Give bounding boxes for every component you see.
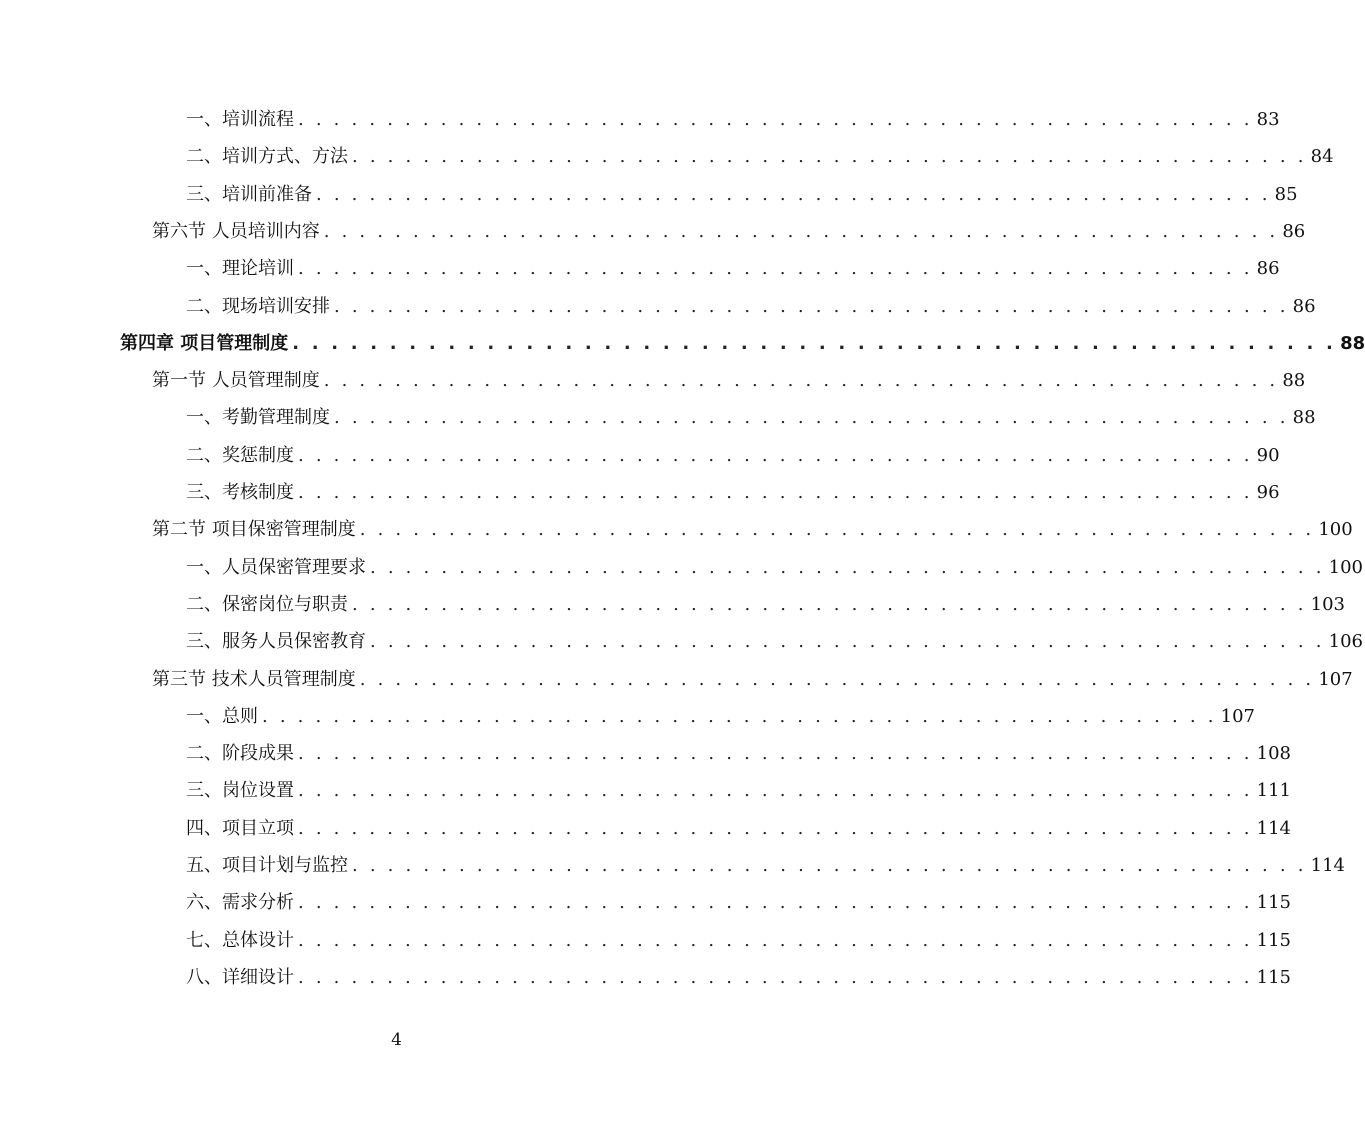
dot-leader: . . . . . . . . . . . . . . . . . . . . . . . . . . . . . . . . . . . . . . . . . . . . . . . . . . . . . . <box>323 220 1279 242</box>
dot-leader: . . . . . . . . . . . . . . . . . . . . . . . . . . . . . . . . . . . . . . . . . . . . . . . . . . . . . . <box>323 370 1279 392</box>
toc-entry[interactable] <box>186 922 1291 959</box>
toc-entry-page: 100 <box>1318 519 1353 541</box>
toc-entry[interactable] <box>186 884 1291 921</box>
toc-entry-title: 一、培训流程 <box>186 109 294 130</box>
toc-entry-title: 第二节 项目保密管理制度 <box>152 519 356 541</box>
toc-entry-title: 一、理论培训 <box>186 258 294 280</box>
toc-entry[interactable] <box>186 586 1345 623</box>
toc-entry[interactable] <box>186 101 1280 138</box>
toc-entry-title: 三、服务人员保密教育 <box>186 631 366 653</box>
toc-entry-title: 三、岗位设置 <box>186 780 294 802</box>
toc-entry-page: 86 <box>1292 295 1316 317</box>
toc-entry[interactable] <box>186 698 1255 735</box>
toc-entry-title: 第三节 技术人员管理制度 <box>152 668 356 690</box>
dot-leader: . . . . . . . . . . . . . . . . . . . . . . . . . . . . . . . . . . . . . . . . . . . . . . . . . . . . . . <box>298 258 1253 280</box>
dot-leader: . . . . . . . . . . . . . . . . . . . . . . . . . . . . . . . . . . . . . . . . . . . . . . . . . . . . . . <box>352 593 1307 615</box>
toc-entry-page: 84 <box>1310 146 1334 168</box>
toc-entry[interactable] <box>186 772 1291 809</box>
dot-leader: . . . . . . . . . . . . . . . . . . . . . . . . . . . . . . . . . . . . . . . . . . . . . . . . . . . . . . <box>352 855 1307 876</box>
dot-leader: . . . . . . . . . . . . . . . . . . . . . . . . . . . . . . . . . . . . . . . . . . . . . . . . . . . . . . <box>298 817 1253 839</box>
toc-entry-page: 108 <box>1256 743 1291 765</box>
toc-entry-page: 86 <box>1256 258 1280 280</box>
dot-leader: . . . . . . . . . . . . . . . . . . . . . . . . . . . . . . . . . . . . . . . . . . . . . . . . . . . . . . <box>334 295 1289 317</box>
toc-entry-title: 七、总体设计 <box>186 929 294 951</box>
toc-entry-title: 二、阶段成果 <box>186 743 294 765</box>
toc-entry-page: 83 <box>1256 109 1280 130</box>
toc-entry[interactable] <box>186 474 1280 511</box>
toc-entry-title: 三、考核制度 <box>186 482 294 503</box>
toc-entry-title: 二、现场培训安排 <box>186 295 330 317</box>
toc-entry-page: 103 <box>1310 593 1345 615</box>
dot-leader: . . . . . . . . . . . . . . . . . . . . . . . . . . . . . . . . . . . . . . . . . . . . . . . . . . . . . . <box>359 519 1315 541</box>
toc-entry-page: 115 <box>1256 892 1291 914</box>
toc-entry-page: 88 <box>1282 370 1306 392</box>
toc-entry[interactable] <box>186 959 1291 996</box>
dot-leader: . . . . . . . . . . . . . . . . . . . . . . . . . . . . . . . . . . . . . . . . . . . . . . . . . . . . . . <box>298 892 1253 914</box>
toc-entry-page: 96 <box>1256 482 1280 503</box>
toc-entry-title: 六、需求分析 <box>186 892 294 914</box>
toc-entry[interactable] <box>152 362 1306 399</box>
toc-entry[interactable] <box>186 623 1363 660</box>
dot-leader: . . . . . . . . . . . . . . . . . . . . . . . . . . . . . . . . . . . . . . . . . . . . . . . . . . . . . . <box>262 705 1217 727</box>
toc-entry-page: 107 <box>1220 705 1255 727</box>
page-number: 4 <box>391 1030 402 1050</box>
toc-entry[interactable] <box>186 138 1334 175</box>
toc-entry-title: 第四章 项目管理制度 <box>120 332 289 354</box>
toc-entry-page: 107 <box>1318 668 1353 690</box>
dot-leader: . . . . . . . . . . . . . . . . . . . . . . . . . . . . . . . . . . . . . . . . . . . . . . . . . . . . . . <box>298 109 1253 130</box>
toc-entry[interactable] <box>186 735 1291 772</box>
toc-entry-title: 一、考勤管理制度 <box>186 407 330 429</box>
toc-entry-title: 二、培训方式、方法 <box>186 146 348 168</box>
dot-leader: . . . . . . . . . . . . . . . . . . . . . . . . . . . . . . . . . . . . . . . . . . . . . . . . . . . . . . <box>370 631 1325 653</box>
toc-entry-page: 85 <box>1274 183 1298 205</box>
toc-entry[interactable] <box>186 250 1280 287</box>
toc-entry[interactable] <box>152 661 1353 698</box>
toc-entry[interactable] <box>186 437 1280 474</box>
toc-entry[interactable] <box>186 176 1298 213</box>
toc-entry-page: 114 <box>1256 817 1291 839</box>
dot-leader: . . . . . . . . . . . . . . . . . . . . . . . . . . . . . . . . . . . . . . . . . . . . . . . . . . . . . . <box>316 183 1271 205</box>
toc-entry-page: 86 <box>1282 220 1306 242</box>
toc-entry-title: 二、保密岗位与职责 <box>186 593 348 615</box>
toc-entry[interactable] <box>186 810 1291 847</box>
toc-entry-page: 100 <box>1328 556 1363 578</box>
toc-entry-page: 106 <box>1328 631 1363 653</box>
toc-entry-title: 八、详细设计 <box>186 966 294 988</box>
toc-entry-title: 一、总则 <box>186 705 258 727</box>
toc-entry[interactable] <box>120 325 1365 362</box>
toc-entry[interactable] <box>186 847 1345 884</box>
toc-entry-title: 五、项目计划与监控 <box>186 855 348 876</box>
toc-entry-page: 88 <box>1292 407 1316 429</box>
toc-entry[interactable] <box>152 213 1306 250</box>
toc-entry-page: 115 <box>1256 966 1291 988</box>
toc-entry-page: 115 <box>1256 929 1291 951</box>
dot-leader: . . . . . . . . . . . . . . . . . . . . . . . . . . . . . . . . . . . . . . . . . . . . . . . . . . . . . . <box>370 556 1325 578</box>
dot-leader: . . . . . . . . . . . . . . . . . . . . . . . . . . . . . . . . . . . . . . . . . . . . . . . . . . . . . . <box>298 444 1253 466</box>
dot-leader: . . . . . . . . . . . . . . . . . . . . . . . . . . . . . . . . . . . . . . . . . . . . . . . . . . . . . . <box>292 332 1337 354</box>
dot-leader: . . . . . . . . . . . . . . . . . . . . . . . . . . . . . . . . . . . . . . . . . . . . . . . . . . . . . . <box>298 966 1253 988</box>
dot-leader: . . . . . . . . . . . . . . . . . . . . . . . . . . . . . . . . . . . . . . . . . . . . . . . . . . . . . . <box>334 407 1289 429</box>
dot-leader: . . . . . . . . . . . . . . . . . . . . . . . . . . . . . . . . . . . . . . . . . . . . . . . . . . . . . . <box>352 146 1307 168</box>
toc-entry-page: 88 <box>1340 332 1365 354</box>
toc-entry-title: 第一节 人员管理制度 <box>152 370 320 392</box>
toc-entry-title: 二、奖惩制度 <box>186 444 294 466</box>
dot-leader: . . . . . . . . . . . . . . . . . . . . . . . . . . . . . . . . . . . . . . . . . . . . . . . . . . . . . . <box>298 929 1253 951</box>
toc-entry-title: 四、项目立项 <box>186 817 294 839</box>
toc-entry[interactable] <box>152 511 1353 548</box>
toc-entry-page: 111 <box>1256 780 1291 802</box>
toc-entry-page: 90 <box>1256 444 1280 466</box>
dot-leader: . . . . . . . . . . . . . . . . . . . . . . . . . . . . . . . . . . . . . . . . . . . . . . . . . . . . . . <box>298 743 1253 765</box>
toc-entry-page: 114 <box>1310 855 1345 876</box>
dot-leader: . . . . . . . . . . . . . . . . . . . . . . . . . . . . . . . . . . . . . . . . . . . . . . . . . . . . . . <box>298 780 1253 802</box>
toc-entry-title: 第六节 人员培训内容 <box>152 220 320 242</box>
toc-entry[interactable] <box>186 549 1363 586</box>
dot-leader: . . . . . . . . . . . . . . . . . . . . . . . . . . . . . . . . . . . . . . . . . . . . . . . . . . . . . . <box>298 482 1253 503</box>
toc-entry[interactable] <box>186 399 1316 436</box>
toc-entry-title: 一、人员保密管理要求 <box>186 556 366 578</box>
toc-entry[interactable] <box>186 288 1316 325</box>
toc-entry-title: 三、培训前准备 <box>186 183 312 205</box>
dot-leader: . . . . . . . . . . . . . . . . . . . . . . . . . . . . . . . . . . . . . . . . . . . . . . . . . . . . . . <box>359 668 1315 690</box>
